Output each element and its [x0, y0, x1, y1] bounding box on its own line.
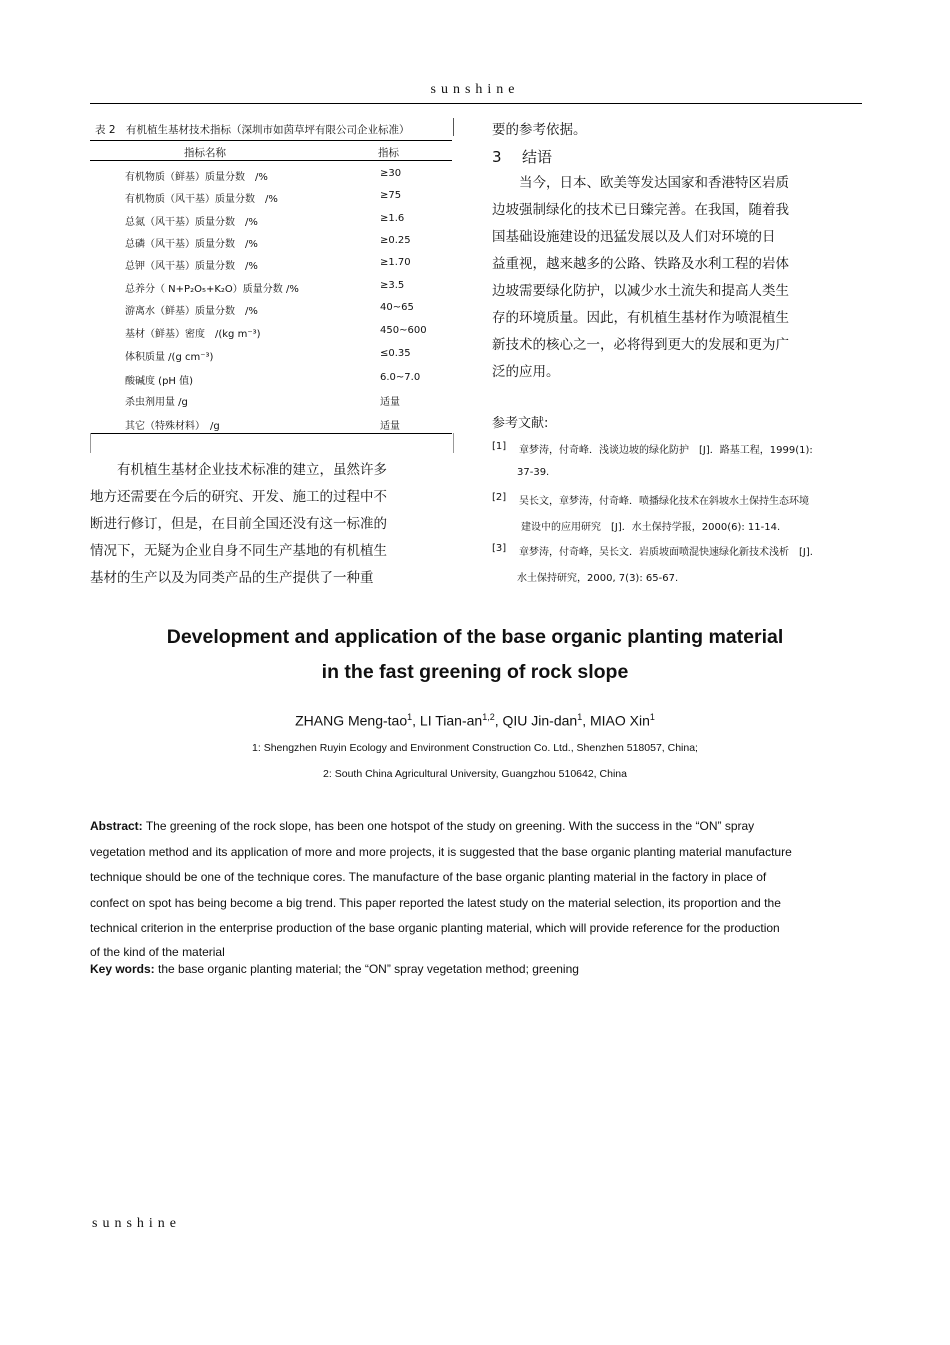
paragraph-line: 基材的生产以及为同类产品的生产提供了一种重 [90, 570, 374, 586]
paragraph-line: 要的参考依据。 [492, 122, 587, 138]
table-edge-line [90, 433, 91, 453]
table-caption: 表 2 有机植生基材技术指标（深圳市如茵草坪有限公司企业标准） [95, 124, 410, 136]
author-name: ZHANG Meng-tao [295, 712, 408, 729]
table-cell-name: 酸碱度 (pH 值) [125, 376, 194, 387]
english-title [0, 620, 950, 690]
paragraph-line: 情况下，无疑为企业自身不同生产基地的有机植生 [90, 543, 387, 559]
paragraph-line: 新技术的核心之一，必将得到更大的发展和更为广 [492, 337, 789, 353]
reference-text: 吴长文，章梦涛，付奇峰．喷播绿化技术在斜坡水土保持生态环境 [519, 496, 809, 507]
section-heading [492, 146, 552, 167]
table-cell-value: 适量 [380, 421, 400, 432]
table-row [0, 251, 460, 273]
author-affil-mark: 1 [649, 712, 655, 722]
reference-text-cont: 建设中的应用研究 [J]．水土保持学报，2000(6): 11-14. [521, 522, 781, 533]
table-header-name: 指标名称 [184, 147, 226, 159]
abstract-line: technical criterion in the enterprise production of the base organic planting material, which will provide reference for the production [90, 921, 780, 935]
page-header: sunshine [430, 82, 520, 97]
author-affil-mark: 1,2 [482, 712, 495, 722]
table-cell-name: 其它（特殊材料） /g [125, 421, 220, 432]
keywords [90, 962, 579, 976]
table-cell-value: ≥75 [380, 190, 402, 201]
table-edge-line [453, 118, 454, 136]
table-row [0, 162, 460, 184]
paragraph-line: 泛的应用。 [492, 364, 560, 380]
table-cell-name: 总磷（风干基）质量分数 /% [125, 239, 258, 250]
table-cell-name: 基材（鲜基）密度 /(kg m⁻³) [125, 329, 261, 340]
page-footer: sunshine [92, 1216, 181, 1231]
reference-text: 章梦涛，付奇峰．浅谈边坡的绿化防护 [J]．路基工程，1999(1): [519, 445, 813, 456]
table-cell-value: ≤0.35 [380, 348, 411, 359]
author-name: MIAO Xin [589, 712, 650, 729]
table-cell-value: 40~65 [380, 302, 414, 313]
table-header-rule [90, 160, 452, 161]
abstract [90, 814, 862, 962]
keywords-label: Key words: [90, 962, 155, 976]
reference-text-cont: 37-39. [517, 467, 550, 478]
author-name: QIU Jin-dan [502, 712, 578, 729]
table-row [0, 366, 460, 388]
table-row [0, 387, 460, 409]
table-row [0, 411, 460, 433]
abstract-line: The greening of the rock slope, has been one hotspot of the study on greening. With the success in the “ON” spray [145, 819, 755, 833]
abstract-line: of the kind of the material [90, 944, 225, 959]
paragraph-line: 当今，日本、欧美等发达国家和香港特区岩质 [492, 175, 789, 191]
abstract-line: confect on spot has being become a big trend. This paper reported the latest study on the material selection, its proportion and the [90, 895, 781, 910]
table-cell-name: 总养分（ N+P₂O₅+K₂O）质量分数 /% [125, 284, 299, 295]
table-header-value: 指标 [378, 147, 399, 159]
table-cell-value: ≥1.70 [380, 257, 411, 268]
affiliation: 2: South China Agricultural University, Guangzhou 510642, China [323, 768, 627, 780]
table-row [0, 342, 460, 364]
header-rule [90, 103, 862, 104]
table-cell-name: 游离水（鲜基）质量分数 /% [125, 306, 258, 317]
english-title-line: Development and application of the base organic planting material [166, 626, 784, 648]
table-cell-name: 杀虫剂用量 /g [125, 397, 188, 408]
left-paragraph [90, 457, 430, 592]
table-top-rule [90, 140, 452, 141]
table-row [0, 296, 460, 318]
table-cell-name: 有机物质（风干基）质量分数 /% [125, 194, 278, 205]
conclusion-paragraph [492, 170, 832, 386]
reference-label: [1] [492, 441, 507, 452]
table-cell-value: 450~600 [380, 325, 427, 336]
section-number: 3 [492, 148, 502, 166]
reference-text: 章梦涛，付奇峰，吴长文．岩质坡面喷混快速绿化新技术浅析 [J]. [519, 547, 813, 558]
section-title: 结语 [522, 148, 553, 166]
author-list: ZHANG Meng-tao$^1$, LI Tian-an$^{1,2}$, QIU Jin-dan$^1$, MIAO Xin$^1$ [295, 712, 655, 729]
english-title-line: in the fast greening of rock slope [321, 661, 629, 683]
table-row [0, 207, 460, 229]
paragraph-line: 益重视，越来越多的公路、铁路及水利工程的岩体 [492, 256, 789, 272]
table-row [0, 274, 460, 296]
table-cell-name: 总氮（风干基）质量分数 /% [125, 217, 258, 228]
author-name: LI Tian-an [419, 712, 483, 729]
table-cell-value: ≥30 [380, 168, 402, 179]
reference-label: [3] [492, 543, 507, 554]
table-row [0, 229, 460, 251]
author-affil-mark: 1 [407, 712, 413, 722]
table-cell-value: 适量 [380, 397, 400, 408]
table-bottom-rule [90, 433, 452, 434]
table-cell-name: 有机物质（鲜基）质量分数 /% [125, 172, 268, 183]
author-affil-mark: 1 [577, 712, 583, 722]
table-cell-value: ≥3.5 [380, 280, 405, 291]
affiliation: 1: Shengzhen Ruyin Ecology and Environment Construction Co. Ltd., Shenzhen 518057, China; [252, 742, 698, 754]
abstract-line: technique should be one of the technique cores. The manufacture of the base organic planting material in the factory in place of [90, 870, 767, 884]
right-continuation [492, 117, 832, 144]
keywords-text: the base organic planting material; the “ON” spray vegetation method; greening [158, 962, 579, 976]
reference-text-cont: 水土保持研究，2000, 7(3): 65-67. [517, 573, 679, 584]
table-cell-value: ≥1.6 [380, 213, 405, 224]
table-cell-name: 总钾（风干基）质量分数 /% [125, 261, 258, 272]
paragraph-line: 有机植生基材企业技术标准的建立，虽然许多 [90, 462, 387, 478]
references-heading: 参考文献: [492, 416, 549, 431]
paragraph-line: 边坡需要绿化防护，以减少水土流失和提高人类生 [492, 283, 789, 299]
paragraph-line: 边坡强制绿化的技术已日臻完善。在我国，随着我 [492, 202, 789, 218]
table-cell-value: ≥0.25 [380, 235, 411, 246]
reference-label: [2] [492, 492, 507, 503]
paragraph-line: 存的环境质量。因此，有机植生基材作为喷混植生 [492, 310, 789, 326]
abstract-line: vegetation method and its application of more and more projects, it is suggested that the base organic planting material manufacture [90, 844, 792, 859]
paragraph-line: 断进行修订，但是，在目前全国还没有这一标准的 [90, 516, 387, 532]
table-row [0, 319, 460, 341]
paragraph-line: 地方还需要在今后的研究、开发、施工的过程中不 [90, 489, 387, 505]
table-cell-value: 6.0~7.0 [380, 372, 421, 383]
table-row [0, 184, 460, 206]
abstract-label: Abstract: [90, 819, 143, 833]
paragraph-line: 国基础设施建设的迅猛发展以及人们对环境的日 [492, 229, 776, 245]
table-cell-name: 体积质量 /(g cm⁻³) [125, 352, 214, 363]
table-edge-line [453, 433, 454, 453]
